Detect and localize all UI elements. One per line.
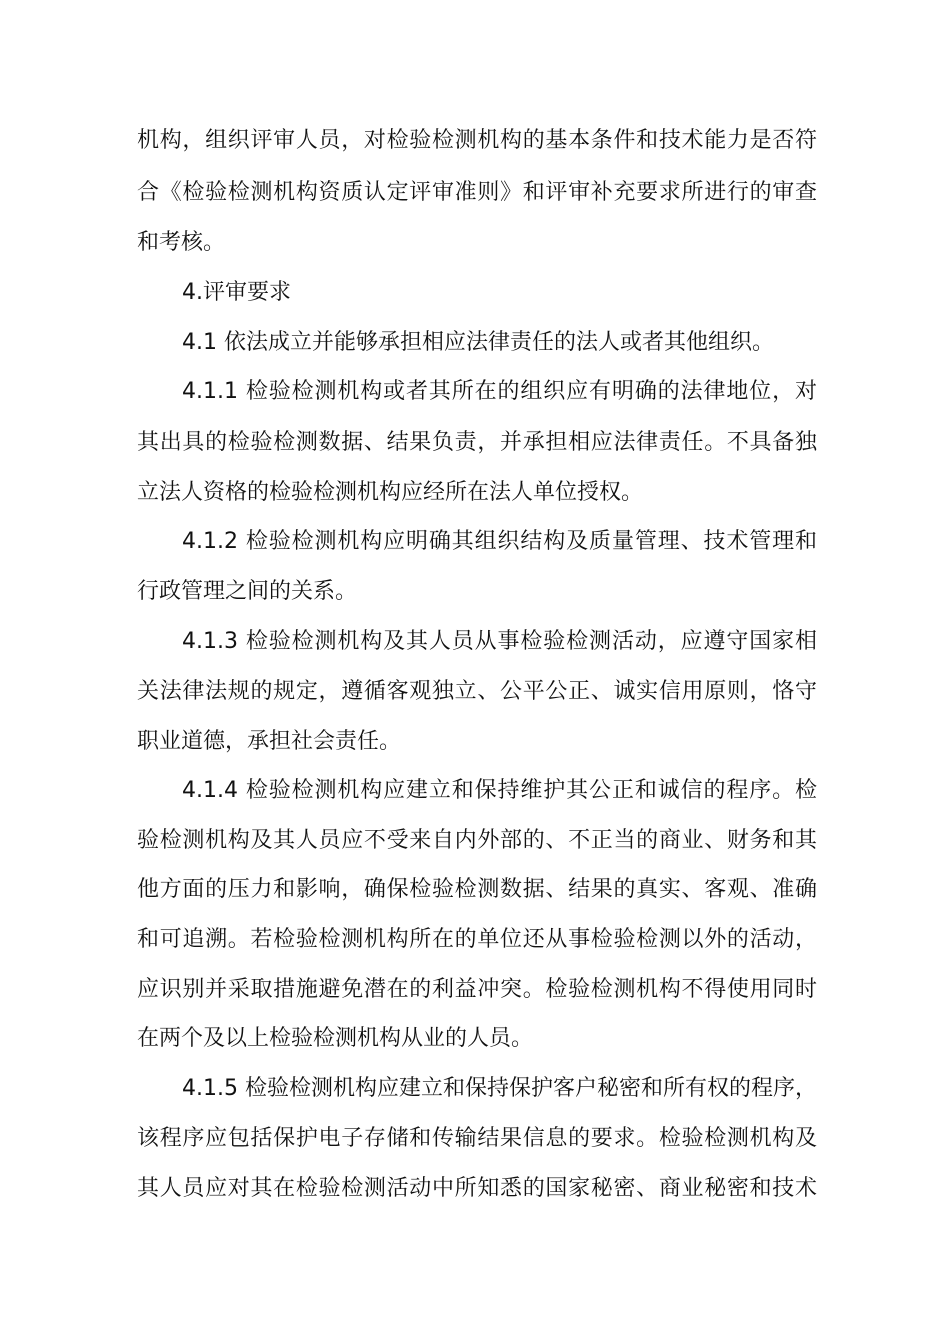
clause-4-1-2-line-1: 4.1.2 检验检测机构应明确其组织结构及质量管理、技术管理和 [182, 529, 817, 554]
clause-4-1-5-line-2: 该程序应包括保护电子存储和传输结果信息的要求。检验检测机构及 [137, 1126, 817, 1151]
clause-4-1-4-line-3: 他方面的压力和影响，确保检验检测数据、结果的真实、客观、准确 [137, 877, 817, 902]
clause-4-1-4-line-5: 应识别并采取措施避免潜在的利益冲突。检验检测机构不得使用同时 [137, 977, 817, 1002]
text-line-3: 和考核。 [137, 230, 226, 255]
clause-4-1-1-line-3: 立法人资格的检验检测机构应经所在法人单位授权。 [137, 480, 644, 505]
clause-4-1-4-line-1: 4.1.4 检验检测机构应建立和保持维护其公正和诚信的程序。检 [182, 778, 817, 803]
text-line-2: 合《检验检测机构资质认定评审准则》和评审补充要求所进行的审查 [137, 180, 817, 205]
clause-4-1-3-line-3: 职业道德，承担社会责任。 [137, 729, 402, 754]
text-line-1: 机构，组织评审人员，对检验检测机构的基本条件和技术能力是否符 [137, 128, 817, 153]
clause-4-1-4-line-2: 验检测机构及其人员应不受来自内外部的、不正当的商业、财务和其 [137, 828, 817, 853]
clause-4-1-4-line-6: 在两个及以上检验检测机构从业的人员。 [137, 1026, 534, 1051]
clause-4-1-1-line-1: 4.1.1 检验检测机构或者其所在的组织应有明确的法律地位，对 [182, 379, 817, 404]
clause-4-1-2-line-2: 行政管理之间的关系。 [137, 579, 358, 604]
section-heading-4: 4.评审要求 [182, 280, 291, 305]
clause-4-1: 4.1 依法成立并能够承担相应法律责任的法人或者其他组织。 [182, 330, 774, 355]
clause-4-1-4-line-4: 和可追溯。若检验检测机构所在的单位还从事检验检测以外的活动， [137, 927, 817, 952]
clause-4-1-1-line-2: 其出具的检验检测数据、结果负责，并承担相应法律责任。不具备独 [137, 430, 817, 455]
clause-4-1-5-line-3: 其人员应对其在检验检测活动中所知悉的国家秘密、商业秘密和技术 [137, 1176, 817, 1201]
clause-4-1-3-line-1: 4.1.3 检验检测机构及其人员从事检验检测活动，应遵守国家相 [182, 629, 817, 654]
clause-4-1-5-line-1: 4.1.5 检验检测机构应建立和保持保护客户秘密和所有权的程序， [182, 1076, 817, 1101]
clause-4-1-3-line-2: 关法律法规的规定，遵循客观独立、公平公正、诚实信用原则，恪守 [137, 679, 817, 704]
